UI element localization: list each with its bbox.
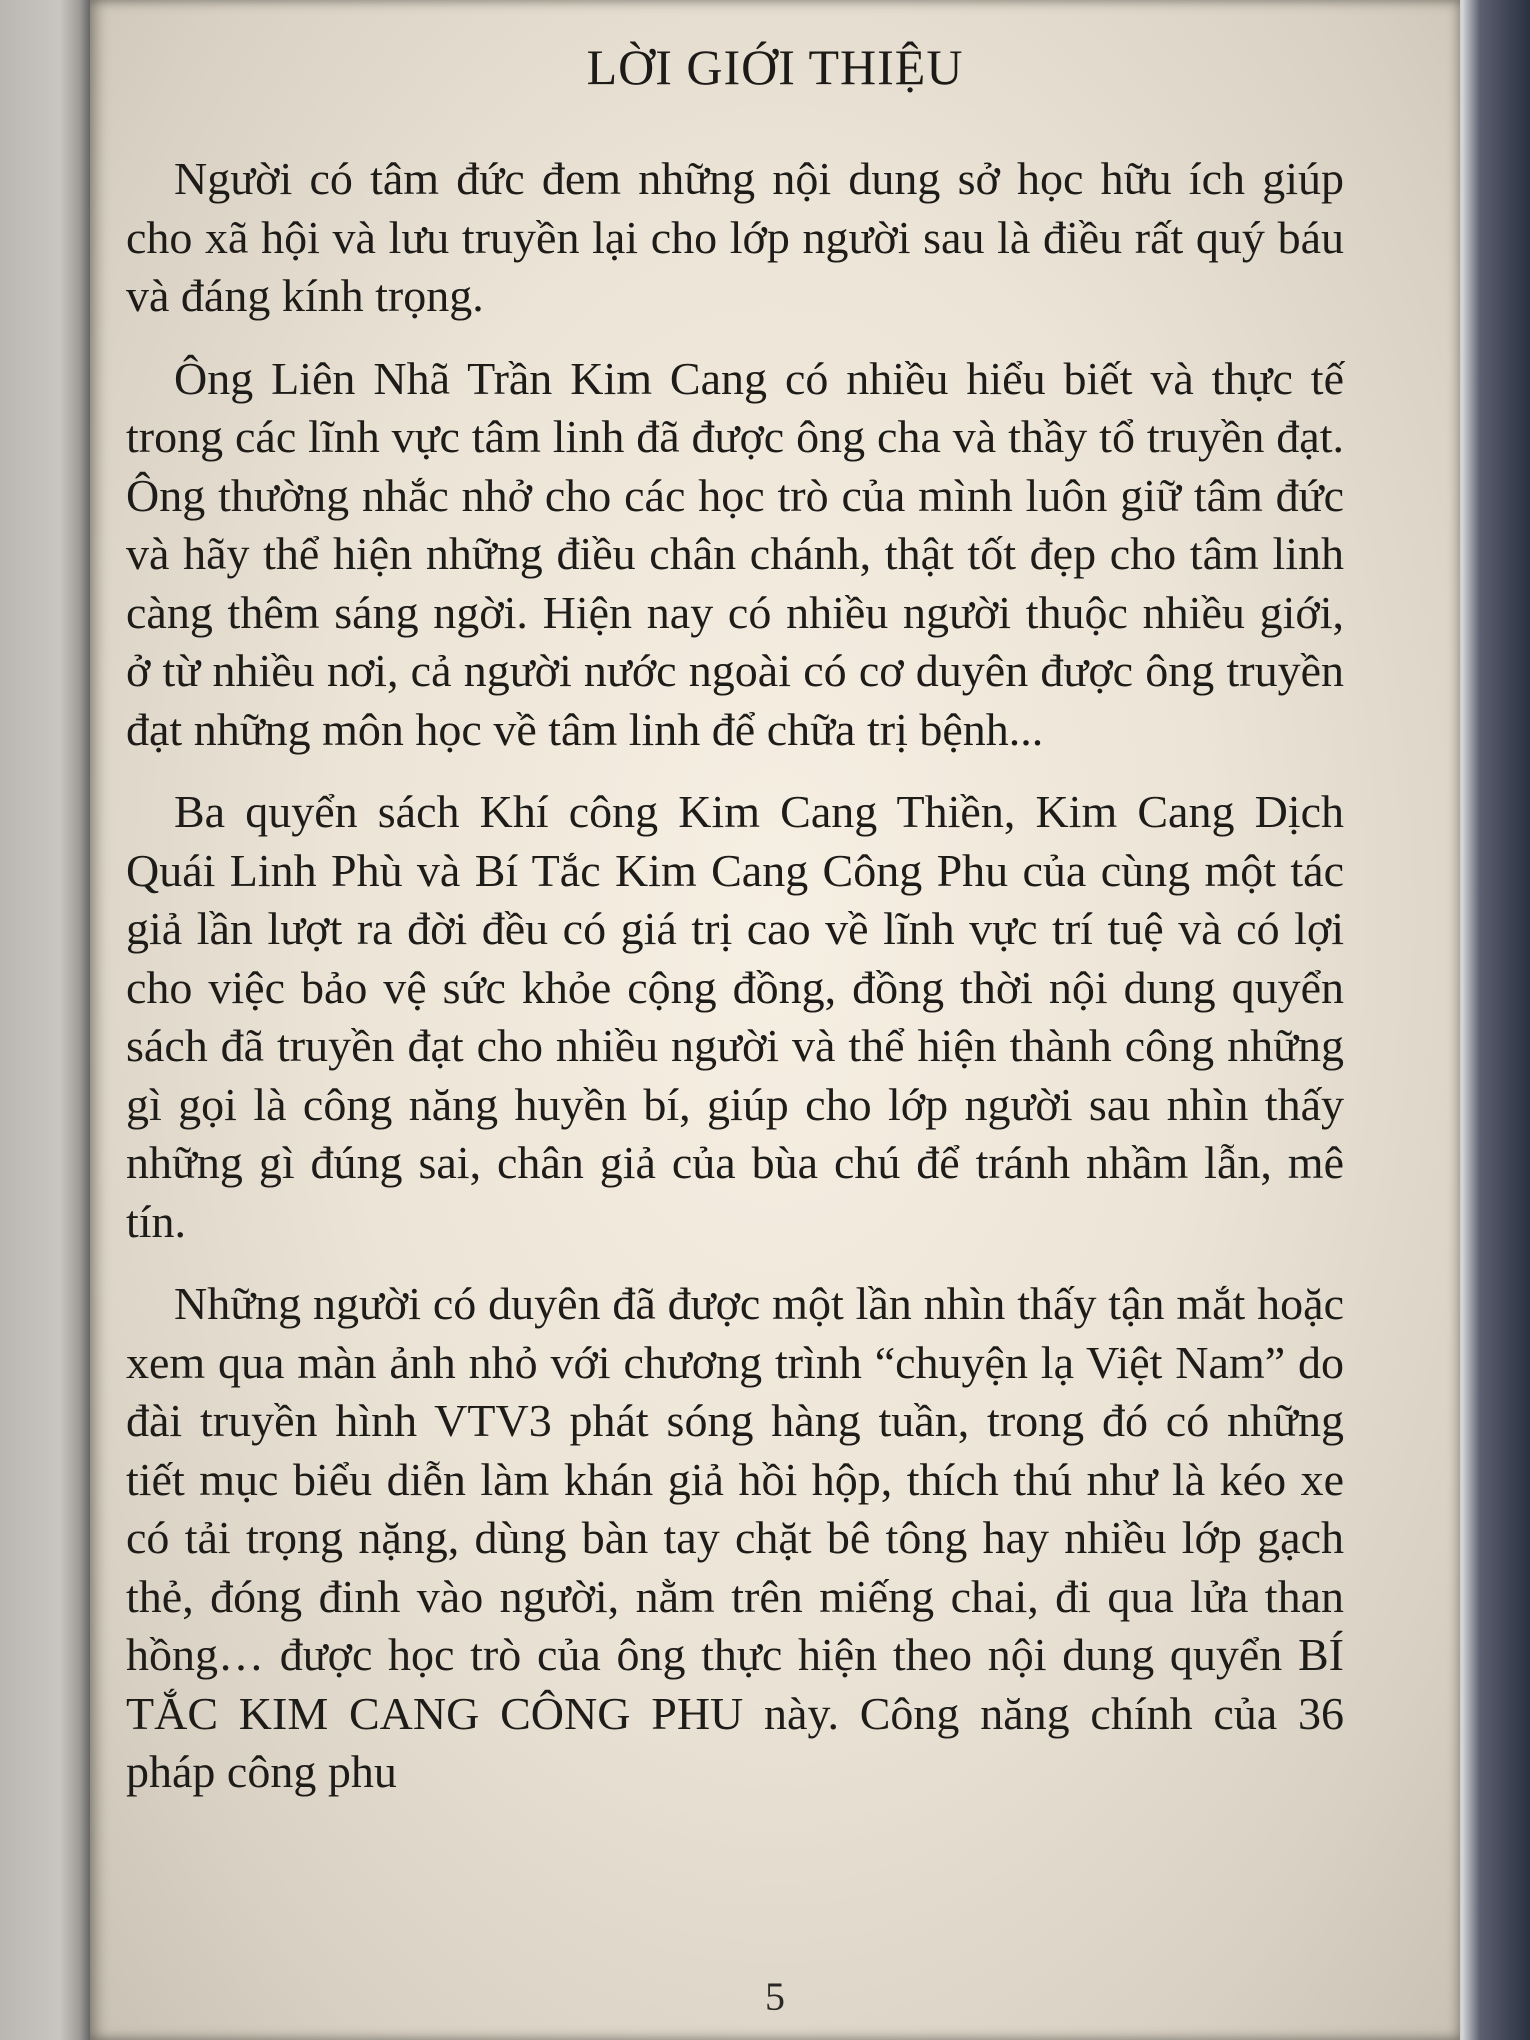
page-title: LỜI GIỚI THIỆU [586, 39, 964, 95]
page-body [126, 150, 1344, 1826]
book-page-edges [1450, 0, 1530, 2040]
page-number: 5 [765, 1974, 785, 2019]
paragraph-4: Những người có duyên đã được một lần nhìn thấy tận mắt hoặc xem qua màn ảnh nhỏ với chương trình “chuyện lạ Việt Nam” do đài truyền hình VTV3 phát sóng hàng tuần, trong đó có những tiết mục biểu diễn làm khán giả hồi hộp, thích thú như là kéo xe có tải trọng nặng, dùng bàn tay chặt bê tông hay nhiều lớp gạch thẻ, đóng đinh vào người, nằm trên miếng chai, đi qua lửa than hồng… được học trò của ông thực hiện theo nội dung quyển BÍ TẮC KIM CANG CÔNG PHU này. Công năng chính của 36 pháp công phu [126, 1278, 1344, 1797]
book-page [90, 0, 1460, 2040]
paragraph-1: Người có tâm đức đem những nội dung sở học hữu ích giúp cho xã hội và lưu truyền lại cho lớp người sau là điều rất quý báu và đáng kính trọng. [126, 153, 1344, 321]
paragraph-3: Ba quyển sách Khí công Kim Cang Thiền, Kim Cang Dịch Quái Linh Phù và Bí Tắc Kim Cang Công Phu của cùng một tác giả lần lượt ra đời đều có giá trị cao về lĩnh vực trí tuệ và có lợi cho việc bảo vệ sức khỏe cộng đồng, đồng thời nội dung quyển sách đã truyền đạt cho nhiều người và thể hiện thành công những gì gọi là công năng huyền bí, giúp cho lớp người sau nhìn thấy những gì đúng sai, chân giả của bùa chú để tránh nhầm lẫn, mê tín. [126, 786, 1344, 1247]
paragraph-2: Ông Liên Nhã Trần Kim Cang có nhiều hiểu biết và thực tế trong các lĩnh vực tâm linh đã được ông cha và thầy tổ truyền đạt. Ông thường nhắc nhở cho các học trò của mình luôn giữ tâm đức và hãy thể hiện những điều chân chánh, thật tốt đẹp cho tâm linh càng thêm sáng ngời. Hiện nay có nhiều người thuộc nhiều giới, ở từ nhiều nơi, cả người nước ngoài có cơ duyên được ông truyền đạt những môn học về tâm linh để chữa trị bệnh... [126, 352, 1344, 755]
